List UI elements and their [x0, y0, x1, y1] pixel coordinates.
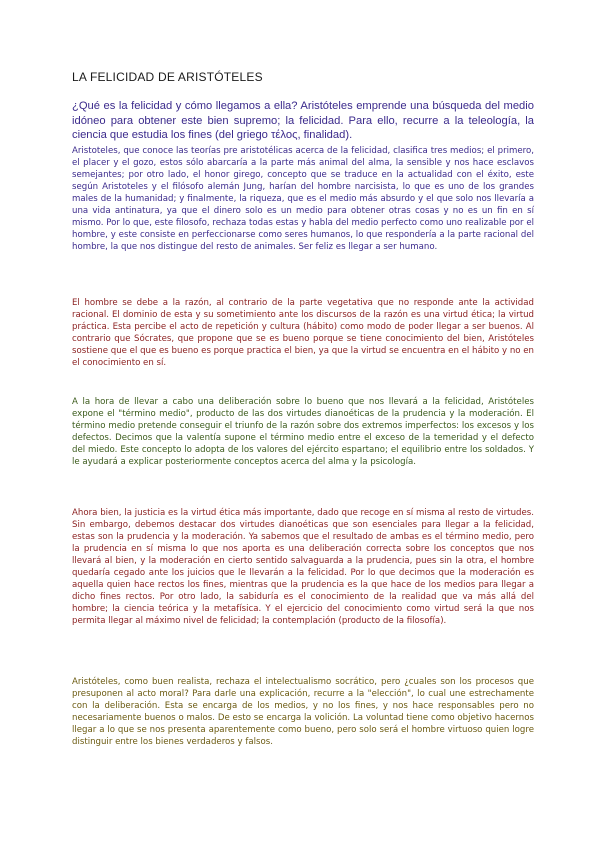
intro-paragraph: ¿Qué es la felicidad y cómo llegamos a ella? Aristóteles emprende una búsqueda del medio idóneo para obtener este bien supremo; la felicidad. Para ello, recurre a la teleología, la ciencia que estudia los fines (del griego τέλος, finalidad).: [72, 100, 534, 142]
paragraph-1: Aristoteles, que conoce las teorías pre aristotélicas acerca de la felicidad, clasifica tres medios; el primero, el placer y el gozo, estos sólo abarcaría a la parte más animal del alma, la sensible y nos hace esclavos semejantes; por otro lado, el honor girego, concepto que se traduce en la actualidad con el éxito, este según Aristoteles y el filósofo alemán Jung, harían del hombre narcisista, lo que es uno de los grandes males de la humanidad; y finalmente, la riqueza, que es el medio más absurdo y el que solo nos llevaría a una vida antinatura, ya que el dinero solo es un medio para obtener otras cosas y no es un fin en sí mismo. Por lo que, este filosofo, rechaza todas estas y habla del medio perfecto como uno realizable por el hombre, y este consiste en perfeccionarse como seres humanos, lo que respondería a la parte racional del hombre, la que nos distingue del resto de animales. Ser feliz es llegar a ser humano.: [72, 146, 534, 253]
document-title: LA FELICIDAD DE ARISTÓTELES: [72, 70, 263, 84]
paragraph-4: Ahora bien, la justicia es la virtud ética más importante, dado que recoge en sí misma al resto de virtudes. Sin embargo, debemos destacar dos virtudes dianoéticas que son esenciales para llegar a la felicidad, estas son la prudencia y la moderación. Ya sabemos que el resultado de ambas es el término medio, pero la prudencia en sí misma lo que nos aporta es una deliberación correcta sobre los conceptos que nos llevará al bien, y la moderación en cierto sentido salvaguarda a la prudencia, pues sin la otra, el hombre quedaría cegado ante los juicios que le llevarán a la felicidad. Por lo que decimos que la moderación es aquella quien hace rectos los fines, mientras que la prudencia es la que hace de los medios para llegar a dicho fines rectos. Por otro lado, la sabiduría es el conocimiento de la realidad que va más allá del hombre; la ciencia teórica y la metafísica. Y el ejercicio del conocimiento como virtud será la que nos permita llegar al máximo nivel de felicidad; la contemplación (producto de la filosofía).: [72, 508, 534, 627]
paragraph-5: Aristóteles, como buen realista, rechaza el intelectualismo socrático, pero ¿cuales son los procesos que presuponen al acto moral? Para darle una explicación, recurre a la "elección", lo cual une estrechamente con la deliberación. Esta se encarga de los medios, y no los fines, y nos hace responsables pero no necesariamente buenos o malos. De esto se encarga la volición. La voluntad tiene como objetivo hacernos llegar a lo que se nos presenta aparentemente como bueno, pero solo será el hombre virtuoso quien logre distinguir entre los bienes verdaderos y falsos.: [72, 677, 534, 748]
paragraph-3: A la hora de llevar a cabo una deliberación sobre lo bueno que nos llevará a la felicidad, Aristóteles expone el "término medio", producto de las dos virtudes dianoéticas de la prudencia y la moderación. El término medio pretende conseguir el triunfo de la razón sobre dos extremos imperfectos: los excesos y los defectos. Decimos que la valentía supone el término medio entre el exceso de la temeridad y el defecto del miedo. Este concepto lo adopta de los valores del ejército espartano; el equilibrio entre los soldados. Y le ayudará a explicar posteriormente conceptos acerca del alma y la psicología.: [72, 397, 534, 468]
paragraph-2: El hombre se debe a la razón, al contrario de la parte vegetativa que no responde ante la actividad racional. El dominio de esta y su sometimiento ante los discursos de la razón es una virtud ética; la virtud práctica. Esta percibe el acto de repetición y cultura (hábito) como modo de poder llegar a ser buenos. Al contrario que Sócrates, que propone que se es bueno porque se tiene conocimiento del bien, Aristóteles sostiene que el que es bueno es porque practica el bien, ya que la virtud se encuentra en el hábito y no en el conocimiento en sí.: [72, 298, 534, 369]
